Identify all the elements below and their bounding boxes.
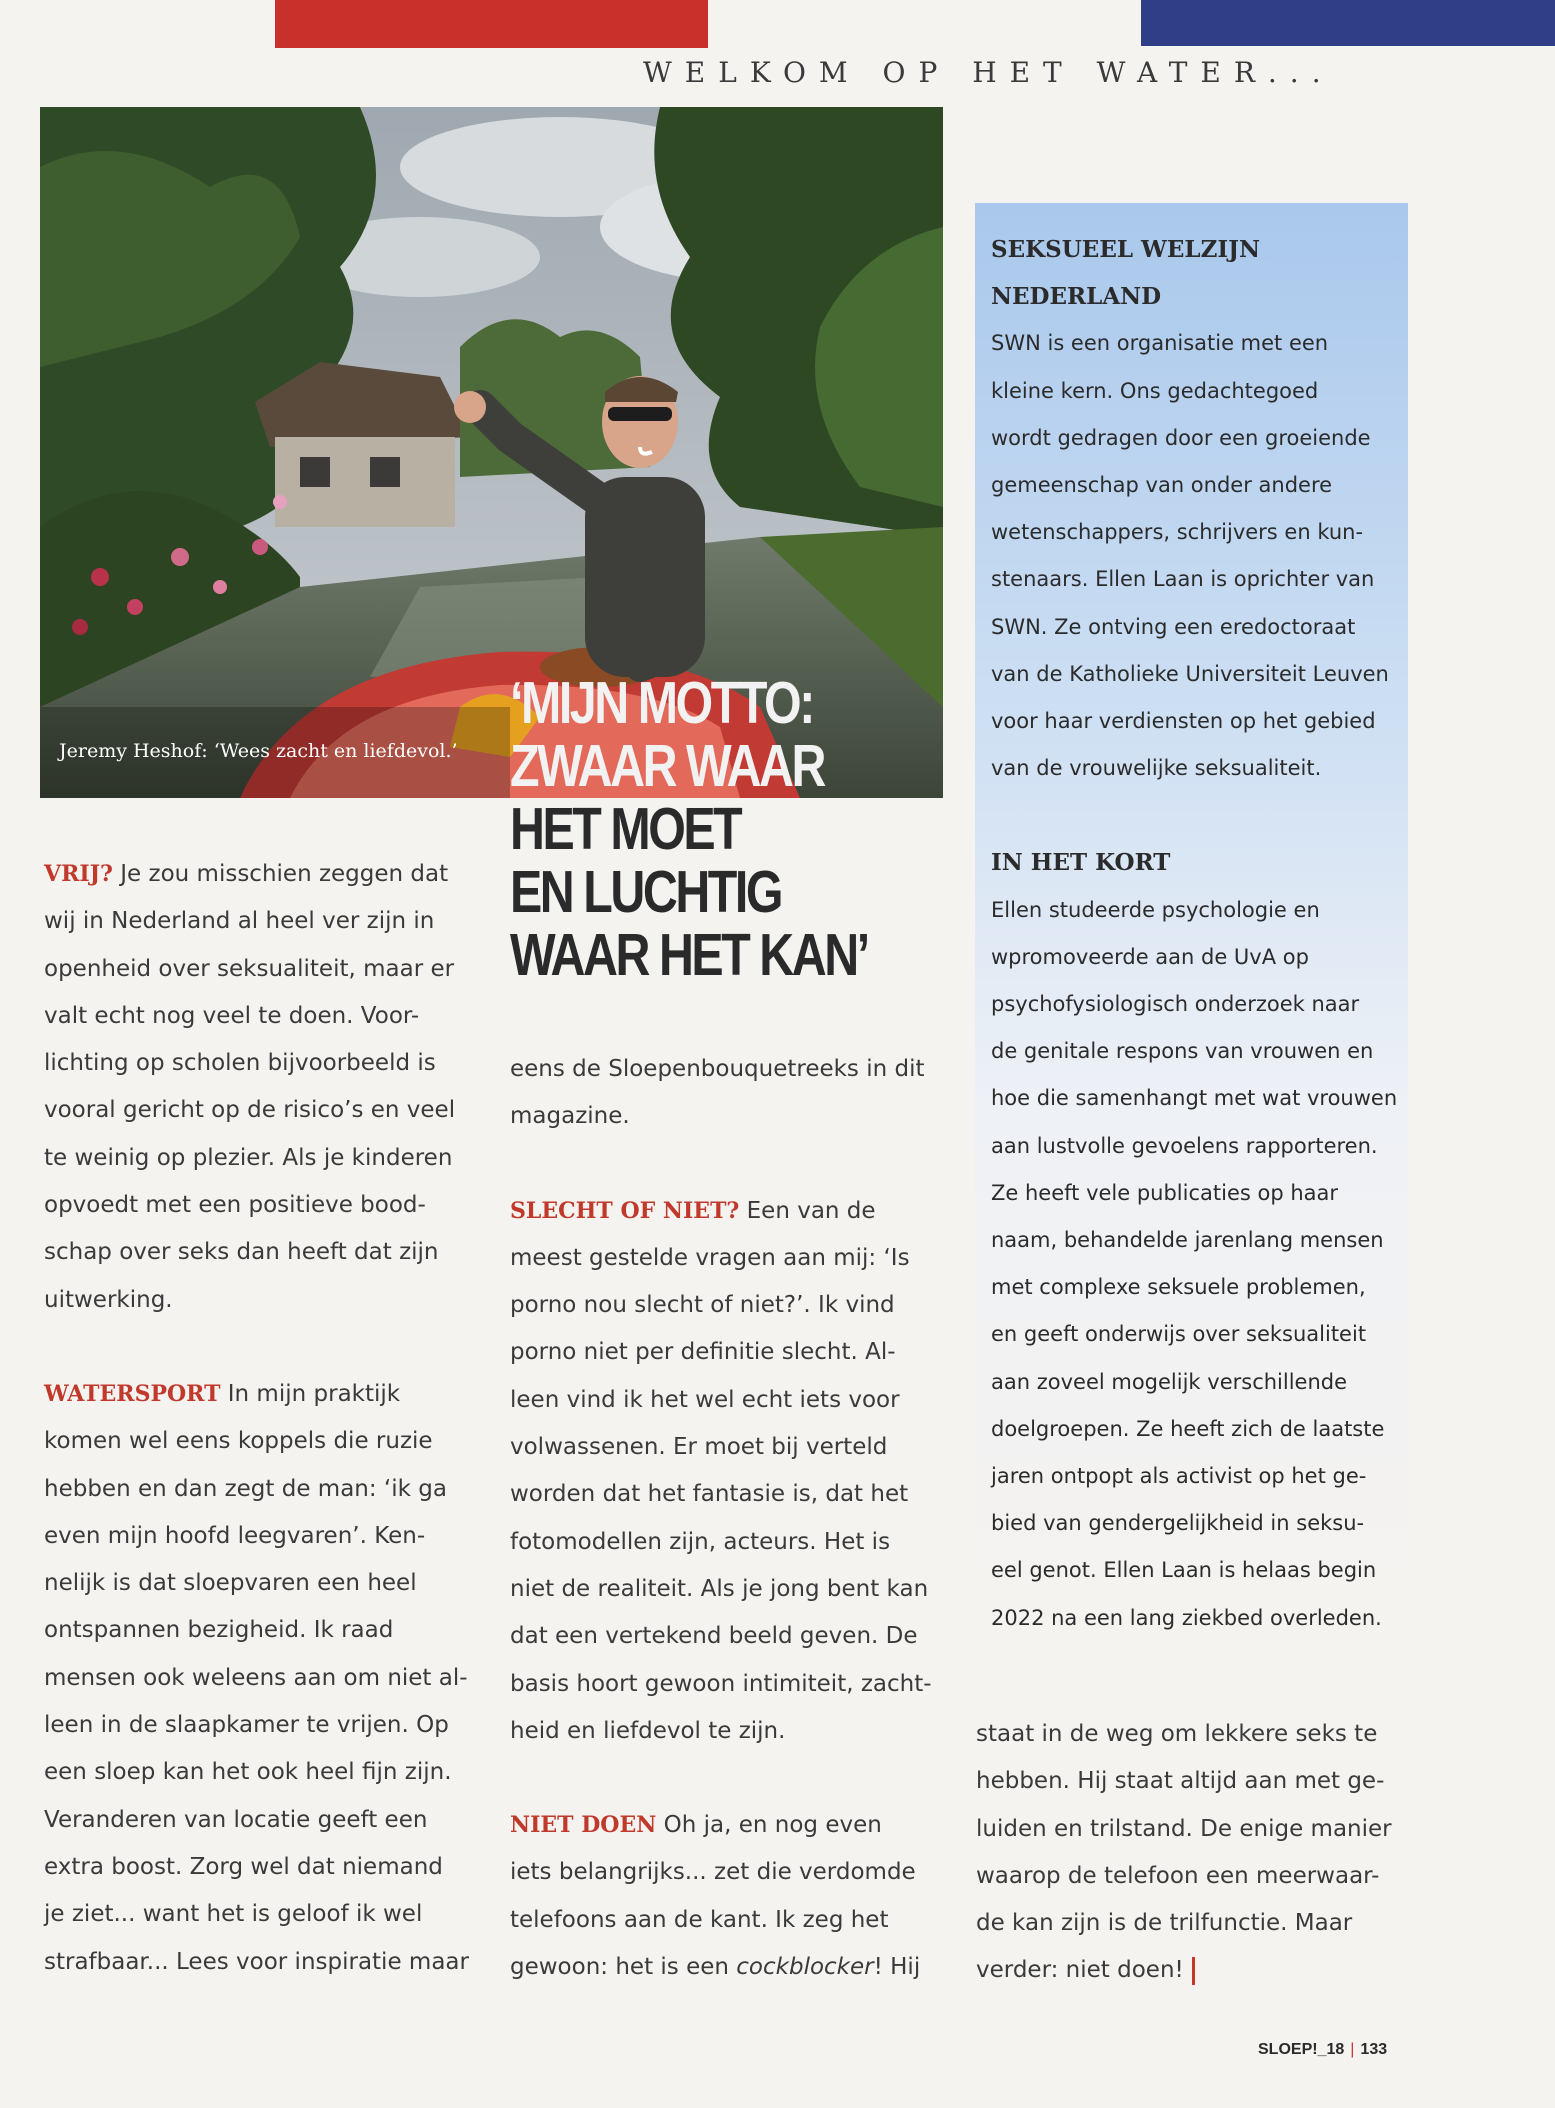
body-line: de kan zijn is de trilfunctie. Maar	[976, 1910, 1353, 1937]
sidebar-line: naam, behandelde jarenlang mensen	[991, 1228, 1384, 1253]
sidebar-line: voor haar verdiensten op het gebied	[991, 709, 1376, 734]
body-line: volwassenen. Er moet bij verteld	[510, 1434, 888, 1461]
red-color-bar	[275, 0, 708, 48]
lead-niet-doen: NIET DOEN	[510, 1812, 657, 1839]
body-text: gewoon: het is een	[510, 1954, 737, 1981]
sidebar-line: bied van gendergelijkheid in seksu-	[991, 1511, 1365, 1536]
sidebar-line: aan lustvolle gevoelens rapporteren.	[991, 1133, 1378, 1158]
body-line: opvoedt met een positieve bood-	[44, 1192, 426, 1219]
body-line: komen wel eens koppels die ruzie	[44, 1428, 433, 1455]
body-line-last	[510, 1944, 950, 1991]
column-2	[510, 1046, 950, 1991]
body-line: dat een vertekend beeld geven. De	[510, 1623, 918, 1650]
body-line: een sloep kan het ook heel fijn zijn.	[44, 1759, 452, 1786]
column-1	[44, 851, 484, 1986]
paragraph-niet-doen	[510, 1802, 950, 1849]
pull-quote	[510, 670, 868, 988]
body-line: te weinig op plezier. Als je kinderen	[44, 1144, 453, 1171]
sidebar-line: aan zoveel mogelijk verschillende	[991, 1369, 1348, 1394]
body-line: porno niet per definitie slecht. Al-	[510, 1339, 896, 1366]
sidebar-line: psychofysiologisch onderzoek naar	[991, 992, 1360, 1017]
section-kicker: WELKOM OP HET WATER...	[643, 56, 1334, 89]
body-line: schap over seks dan heeft dat zijn	[44, 1239, 439, 1266]
body-line: leen vind ik het wel echt iets voor	[510, 1386, 900, 1413]
body-line: worden dat het fantasie is, dat het	[510, 1481, 909, 1508]
pull-quote-line: EN LUCHTIG	[510, 859, 782, 925]
paragraph-slecht	[510, 1188, 950, 1235]
sidebar-line: Ellen studeerde psychologie en	[991, 897, 1320, 922]
paragraph-gap	[44, 1324, 484, 1371]
body-line: mensen ook weleens aan om niet al-	[44, 1664, 468, 1691]
body-line: hebben en dan zegt de man: ‘ik ga	[44, 1475, 447, 1502]
body-line: strafbaar... Lees voor inspiratie maar	[44, 1948, 469, 1975]
sidebar-line: SWN. Ze ontving een eredoctoraat	[991, 614, 1356, 639]
body-line: In mijn praktijk	[227, 1380, 401, 1407]
sidebar-line: jaren ontpopt als activist op het ge-	[991, 1464, 1367, 1489]
column-3	[976, 1711, 1416, 1995]
sidebar-line: hoe die samenhangt met wat vrouwen	[991, 1086, 1398, 1111]
body-line: basis hoort gewoon intimiteit, zacht-	[510, 1670, 932, 1697]
sidebar-line: van de Katholieke Universiteit Leuven	[991, 661, 1389, 686]
sidebar-text	[991, 226, 1411, 1642]
body-line-end	[976, 1947, 1416, 1994]
lead-vrij: VRIJ?	[44, 861, 113, 887]
body-line: porno nou slecht of niet?’. Ik vind	[510, 1292, 895, 1319]
sidebar-line: gemeenschap van onder andere	[991, 473, 1333, 498]
body-line: extra boost. Zorg wel dat niemand	[44, 1853, 443, 1880]
sidebar-line: met complexe seksuele problemen,	[991, 1275, 1366, 1300]
folio-separator: |	[1350, 2041, 1355, 2058]
body-line: magazine.	[510, 1103, 630, 1130]
sidebar-line: wordt gedragen door een groeiende	[991, 425, 1371, 450]
sidebar-line: en geeft onderwijs over seksualiteit	[991, 1322, 1367, 1347]
body-line: heid en liefdevol te zijn.	[510, 1717, 786, 1744]
body-text: verder: niet doen!	[976, 1957, 1184, 1984]
sidebar-heading: SEKSUEEL WELZIJN	[991, 236, 1261, 263]
body-text: ! Hij	[873, 1954, 921, 1981]
sidebar-line: 2022 na een lang ziekbed overleden.	[991, 1605, 1382, 1630]
body-line: uitwerking.	[44, 1286, 173, 1313]
body-line: fotomodellen zijn, acteurs. Het is	[510, 1528, 891, 1555]
paragraph-watersport	[44, 1371, 484, 1418]
body-line: nelijk is dat sloepvaren een heel	[44, 1570, 417, 1597]
sidebar-line: de genitale respons van vrouwen en	[991, 1039, 1374, 1064]
page-folio	[1258, 2041, 1387, 2059]
pull-quote-line: HET MOET	[510, 796, 741, 862]
body-line: je ziet... want het is geloof ik wel	[44, 1901, 423, 1928]
paragraph-gap	[991, 792, 1411, 839]
sidebar-line: SWN is een organisatie met een	[991, 331, 1329, 356]
body-line: meest gestelde vragen aan mij: ‘Is	[510, 1244, 910, 1271]
sidebar-line: stenaars. Ellen Laan is oprichter van	[991, 567, 1375, 592]
body-line: iets belangrijks... zet die verdomde	[510, 1859, 916, 1886]
magazine-issue: SLOEP!_18	[1258, 2041, 1345, 2058]
page-number: 133	[1360, 2041, 1388, 2058]
body-line: even mijn hoofd leegvaren’. Ken-	[44, 1522, 426, 1549]
body-line: ontspannen bezigheid. Ik raad	[44, 1617, 394, 1644]
sidebar-line: doelgroepen. Ze heeft zich de laatste	[991, 1416, 1385, 1441]
body-line: lichting op scholen bijvoorbeeld is	[44, 1050, 436, 1077]
body-line: wij in Nederland al heel ver zijn in	[44, 908, 435, 935]
body-line: telefoons aan de kant. Ik zeg het	[510, 1906, 889, 1933]
lead-slecht-of-niet: SLECHT OF NIET?	[510, 1197, 740, 1224]
sidebar-heading: IN HET KORT	[991, 849, 1171, 877]
pull-quote-line: ‘MIJN MOTTO:	[510, 670, 813, 736]
sidebar-line: wetenschappers, schrijvers en kun-	[991, 520, 1364, 545]
sidebar-line: Ze heeft vele publicaties op haar	[991, 1180, 1339, 1205]
body-line: leen in de slaapkamer te vrijen. Op	[44, 1712, 449, 1739]
paragraph-gap	[510, 1141, 950, 1188]
lead-watersport: WATERSPORT	[44, 1380, 221, 1407]
body-line: Oh ja, en nog even	[663, 1812, 882, 1839]
blue-color-bar	[1141, 0, 1555, 46]
body-line: luiden en trilstand. De enige manier	[976, 1815, 1392, 1842]
sidebar-heading: NEDERLAND	[991, 283, 1162, 311]
sidebar-line: van de vrouwelijke seksualiteit.	[991, 756, 1322, 781]
paragraph-vrij	[44, 851, 484, 898]
body-line: eens de Sloepenbouquetreeks in dit	[510, 1056, 925, 1082]
body-line: Een van de	[746, 1197, 876, 1224]
photo-caption: Jeremy Heshof: ‘Wees zacht en liefdevol.’	[59, 740, 458, 762]
body-line: openheid over seksualiteit, maar er	[44, 955, 455, 982]
pull-quote-line: ZWAAR WAAR	[510, 733, 825, 799]
sidebar-line: eel genot. Ellen Laan is helaas begin	[991, 1558, 1377, 1583]
emphasis-text: cockblocker	[736, 1954, 874, 1981]
sidebar-line: wpromoveerde aan de UvA op	[991, 944, 1309, 969]
body-line: niet de realiteit. Als je jong bent kan	[510, 1575, 929, 1602]
pull-quote-line: WAAR HET KAN’	[510, 922, 868, 988]
body-line: waarop de telefoon een meerwaar-	[976, 1862, 1380, 1889]
body-line: hebben. Hij staat altijd aan met ge-	[976, 1768, 1385, 1795]
body-line: staat in de weg om lekkere seks te	[976, 1721, 1378, 1747]
sidebar-line: kleine kern. Ons gedachtegoed	[991, 378, 1319, 403]
body-line: valt echt nog veel te doen. Voor-	[44, 1002, 420, 1029]
body-line: Veranderen van locatie geeft een	[44, 1806, 428, 1833]
end-mark	[1192, 1957, 1195, 1985]
body-line: Je zou misschien zeggen dat	[120, 861, 449, 887]
paragraph-gap	[510, 1755, 950, 1802]
body-line: vooral gericht op de risico’s en veel	[44, 1097, 456, 1124]
